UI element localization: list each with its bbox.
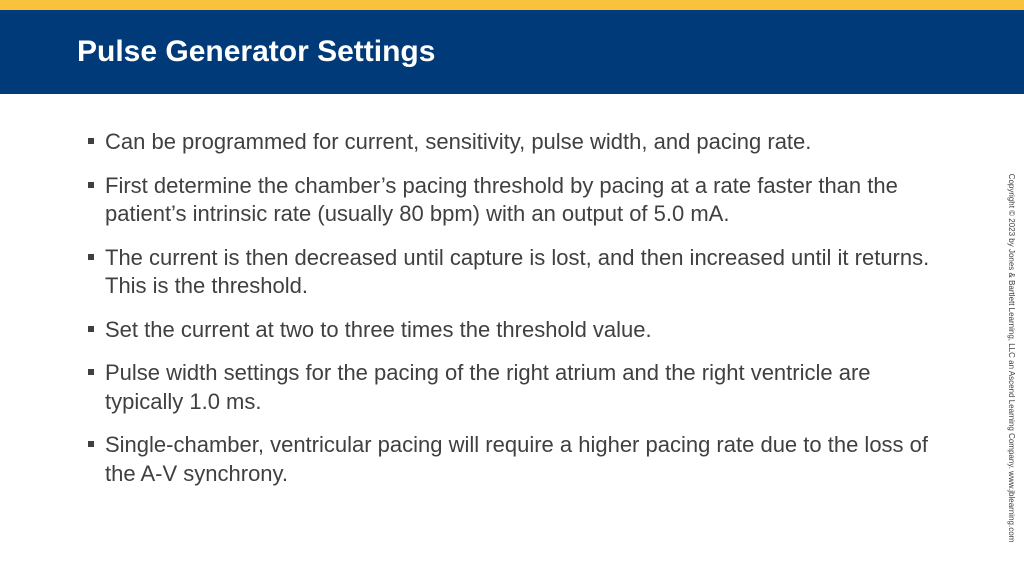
copyright-notice: Copyright © 2023 by Jones & Bartlett Learning, LLC an Ascend Learning Company. www.jblearning.com <box>1007 173 1016 543</box>
top-accent-stripe <box>0 0 1024 10</box>
bullet-item <box>86 359 936 416</box>
square-bullet-icon <box>88 138 94 144</box>
bullet-item <box>86 316 936 345</box>
slide-title: Pulse Generator Settings <box>77 35 436 68</box>
bullet-item <box>86 172 936 229</box>
square-bullet-icon <box>88 369 94 375</box>
square-bullet-icon <box>88 182 94 188</box>
square-bullet-icon <box>88 441 94 447</box>
bullet-item <box>86 128 936 157</box>
bullet-text: Set the current at two to three times the threshold value. <box>105 316 652 342</box>
square-bullet-icon <box>88 326 94 332</box>
bullet-text: Single-chamber, ventricular pacing will require a higher pacing rate due to the loss of the A-V synchrony. <box>105 432 929 486</box>
bullet-item <box>86 431 936 488</box>
square-bullet-icon <box>88 254 94 260</box>
bullet-text: Can be programmed for current, sensitivity, pulse width, and pacing rate. <box>105 129 812 154</box>
bullet-text: Pulse width settings for the pacing of the right atrium and the right ventricle are typically 1.0 ms. <box>105 360 871 414</box>
bullet-list <box>86 128 936 503</box>
bullet-item <box>86 244 936 301</box>
bullet-text: First determine the chamber’s pacing threshold by pacing at a rate faster than the patient’s intrinsic rate (usually 80 bpm) with an output of 5.0 mA. <box>105 172 898 226</box>
bullet-text: The current is then decreased until capture is lost, and then increased until it returns. This is the threshold. <box>105 244 930 298</box>
